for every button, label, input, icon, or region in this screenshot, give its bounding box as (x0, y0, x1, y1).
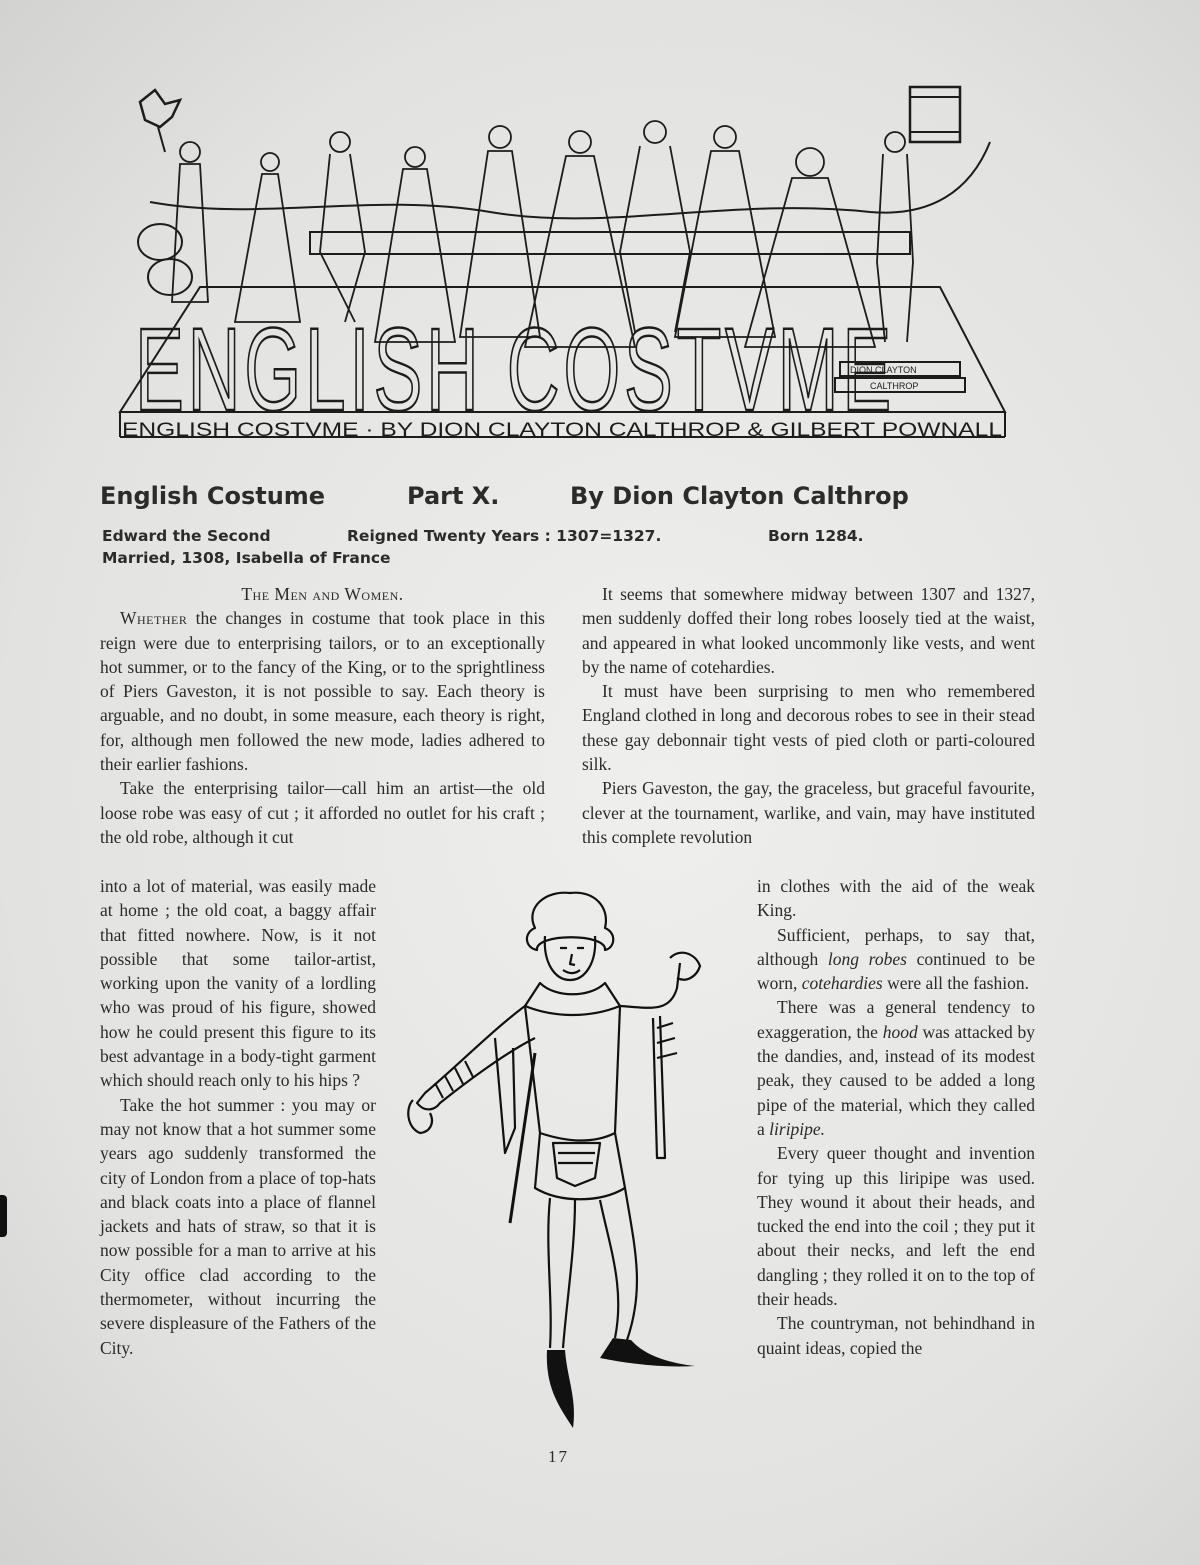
left-column-narrow (100, 874, 376, 1360)
right-paragraph-3: Piers Gaveston, the gay, the graceless, but graceful favourite, clever at the tournament, warlike, and vain, may have instituted this complete revolution (582, 778, 1035, 847)
right-paragraph-3b: in clothes with the aid of the weak King. (757, 876, 1035, 921)
left-paragraph-3: Take the hot summer : you may or may not know that a hot summer some years ago suddenly transformed the city of London from a place of top-hats and black coats into a place of flannel jackets and hats of straw, so that it is now possible for a man to arrive at his City office clad according to the thermometer, without incurring the severe displeasure of the Fathers of the City. (100, 1094, 376, 1358)
reign-king: Edward the Second (102, 527, 271, 545)
banner-strip-text: ENGLISH COSTVME · BY DION CLAYTON CALTHROP & GILBERT POWNALL (122, 420, 1002, 441)
left-column-top (100, 582, 545, 849)
right-paragraph-1: It seems that somewhere midway between 1307 and 1327, men suddenly doffed their long robes loosely tied at the waist, and appeared in what looked uncommonly like vests, and went by the name of cotehardies. (582, 584, 1035, 677)
drop-word: Whether (120, 608, 188, 629)
left-paragraph-1 (100, 606, 545, 776)
reign-born: Born 1284. (768, 527, 864, 545)
left-paragraph-2b: into a lot of material, was easily made at home ; the old coat, a baggy affair that fitted nowhere. Now, is it not possible that some tailor-artist, working upon the vanity of a lordling who was proud of his figure, showed how he could present this figure to its best advantage in a body-tight garment which should reach only to his hips ? (100, 876, 376, 1091)
article-part: Part X. (407, 482, 500, 510)
right-paragraph-4: Sufficient, perhaps, to say that, although long robes continued to be worn, cotehardies were all the fashion. (757, 924, 1036, 994)
article-title: English Costume (100, 482, 326, 510)
banner-lettering: ENGLISH COSTVME (135, 304, 895, 436)
reign-married: Married, 1308, Isabella of France (102, 549, 391, 567)
right-column-top (582, 582, 1035, 849)
cotehardie-figure-illustration (395, 888, 735, 1433)
banner-illustration (110, 82, 1015, 442)
right-paragraph-5: There was a general tendency to exaggeration, the hood was attacked by the dandies, and, instead of its modest peak, they caused to be added a long pipe of the material, which they called a liripipe. (757, 997, 1036, 1139)
left-paragraph-1-text: the changes in costume that took place in this reign were due to enterprising tailors, or to an exceptionally hot summer, or to the fancy of the King, or to the sprightliness of Piers Gaveston, it is not possible to say. Each theory is arguable, and no doubt, in some measure, each theory is right, for, although men followed the new mode, ladies adhered to their earlier fashions. (100, 608, 545, 775)
right-column-narrow (757, 874, 1035, 1360)
binding-mark (0, 1195, 7, 1237)
right-paragraph-2: It must have been surprising to men who remembered England clothed in long and decorous robes to see in their stead these gay debonnair tight vests of pied cloth or parti-coloured silk. (582, 681, 1035, 775)
book-label-2: CALTHROP (870, 381, 919, 391)
book-label-1: DION CLAYTON (850, 365, 917, 375)
left-paragraph-2a: Take the enterprising tailor—call him an artist—the old loose robe was easy of cut ; it afforded no outlet for his craft ; the old robe, although it cut (100, 778, 545, 847)
reign-years: Reigned Twenty Years : 1307=1327. (347, 527, 662, 545)
article-author: By Dion Clayton Calthrop (570, 482, 909, 510)
section-title: The Men and Women. (241, 584, 404, 604)
right-paragraph-7: The countryman, not behindhand in quaint ideas, copied the (757, 1313, 1035, 1358)
right-paragraph-6: Every queer thought and invention for tying up this liripipe was used. They wound it about their heads, and tucked the end into the coil ; they put it about their necks, and left the end dangling ; they rolled it on to the top of their heads. (757, 1143, 1035, 1310)
article-heading (100, 482, 1000, 522)
page-number: 17 (548, 1447, 569, 1466)
